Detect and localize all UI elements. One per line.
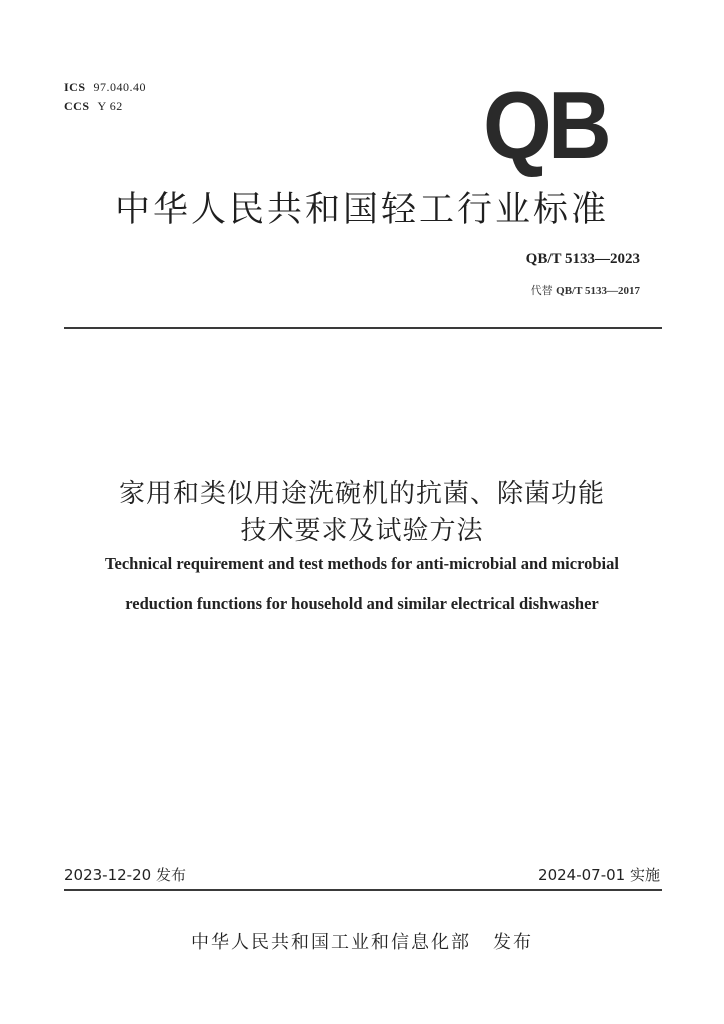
replaces-standard: [531, 282, 640, 298]
top-divider: [64, 327, 662, 329]
ics-code: [64, 80, 146, 95]
implementation-date: 2024-07-01 实施: [538, 866, 660, 884]
document-title-en-line1: Technical requirement and test methods for anti-microbial and microbial: [105, 554, 619, 573]
issuing-authority: [0, 928, 724, 954]
ics-value: 97.040.40: [93, 80, 147, 94]
issuer-action: 发布: [493, 932, 533, 953]
ccs-label: CCS: [64, 99, 90, 113]
replaces-number: QB/T 5133—2017: [556, 285, 640, 297]
document-title-zh-line2: 技术要求及试验方法: [240, 516, 484, 546]
replaces-prefix: 代替: [530, 284, 553, 297]
ics-label: ICS: [64, 80, 86, 94]
standard-category-title: 中华人民共和国轻工行业标准: [114, 190, 609, 230]
issue-date: 2023-12-20 发布: [64, 866, 186, 884]
ccs-code: [64, 99, 123, 114]
document-title-en-line2: reduction functions for household and similar electrical dishwasher: [125, 594, 599, 613]
bottom-divider: [64, 889, 662, 891]
standard-number: [526, 251, 640, 268]
document-title-zh-line1: 家用和类似用途洗碗机的抗菌、除菌功能: [118, 479, 605, 509]
ccs-value: Y 62: [97, 99, 123, 113]
standard-number-value: QB/T 5133—2023: [525, 251, 640, 267]
issuer-name: 中华人民共和国工业和信息化部: [191, 932, 471, 953]
qb-logo: QB: [483, 72, 609, 179]
